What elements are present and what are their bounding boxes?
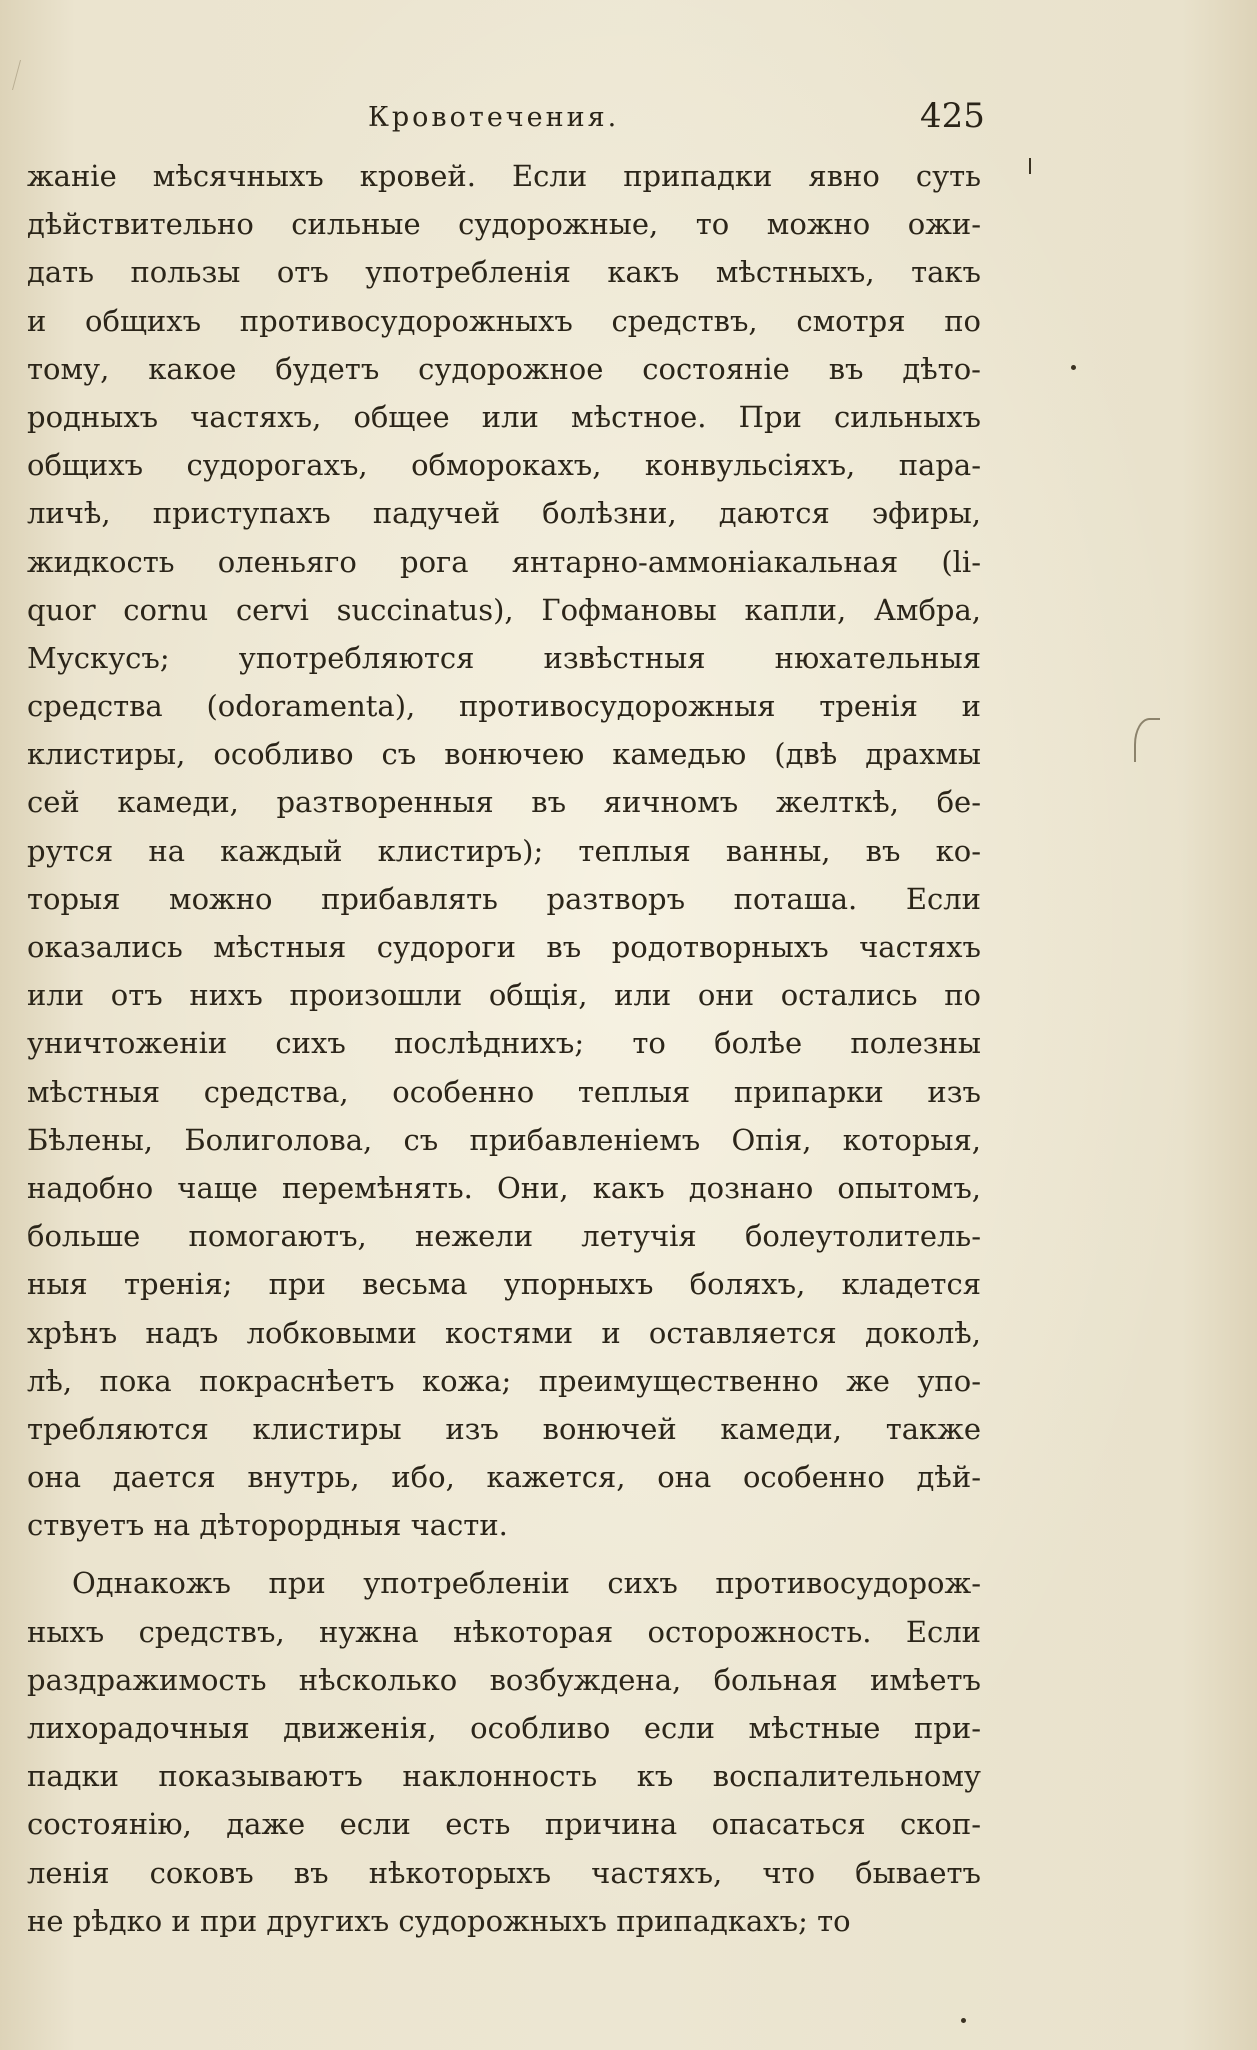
text-line: и общихъ противосудорожныхъ средствъ, смотря по <box>27 303 981 338</box>
margin-curve-mark <box>1134 718 1160 762</box>
text-line: клистиры, особливо съ вонючею камедью (двѣ драхмы <box>27 737 981 772</box>
page-corner-mark <box>12 60 37 90</box>
text-line: Бѣлены, Болиголова, съ прибавленіемъ Опія, которыя, <box>27 1122 981 1157</box>
text-line: тому, какое будетъ судорожное состояніе въ дѣто- <box>27 351 981 386</box>
text-line: оказались мѣстныя судороги въ родотворныхъ частяхъ <box>27 930 981 964</box>
paragraph <box>27 152 981 1549</box>
running-head-title: Кровотечения. <box>368 102 620 133</box>
text-line: ныя тренія; при весьма упорныхъ боляхъ, кладется <box>27 1267 981 1302</box>
text-line: требляются клистиры изъ вонючей камеди, также <box>27 1411 981 1446</box>
text-line: жидкость оленьяго рога янтарно-аммоніакальная (li- <box>27 544 981 579</box>
text-line: торыя можно прибавлять разтворъ поташа. Если <box>27 881 981 916</box>
text-line: уничтоженіи сихъ послѣднихъ; то болѣе полезны <box>27 1026 981 1061</box>
text-line: ствуетъ на дѣторордныя части. <box>27 1508 508 1543</box>
text-line: состоянію, даже если есть причина опасаться скоп- <box>27 1807 981 1842</box>
paragraph <box>27 1559 981 1945</box>
text-line: родныхъ частяхъ, общее или мѣстное. При сильныхъ <box>27 399 981 434</box>
text-line: личѣ, приступахъ падучей болѣзни, даются эфиры, <box>27 496 981 531</box>
page-number: 425 <box>920 96 985 136</box>
body-text <box>27 152 981 1945</box>
text-line: Мускусъ; употребляются извѣстныя нюхательныя <box>27 640 981 675</box>
text-line: ленія соковъ въ нѣкоторыхъ частяхъ, что бываетъ <box>27 1855 981 1890</box>
text-line: или отъ нихъ произошли общія, или они остались по <box>27 978 981 1013</box>
text-line: жаніе мѣсячныхъ кровей. Если припадки явно суть <box>27 159 981 193</box>
text-line: quor cornu cervi succinatus), Гофмановы капли, Амбра, <box>27 592 981 627</box>
text-line: общихъ судорогахъ, обморокахъ, конвульсіяхъ, пара- <box>27 448 981 483</box>
text-line: ныхъ средствъ, нужна нѣкоторая осторожность. Если <box>27 1614 981 1649</box>
text-line: раздражимость нѣсколько возбуждена, больная имѣетъ <box>27 1662 981 1697</box>
text-line: больше помогаютъ, нежели летучія болеутолитель- <box>27 1219 981 1254</box>
margin-dot-mark <box>1071 365 1076 370</box>
text-line: она дается внутрь, ибо, кажется, она особенно дѣй- <box>27 1460 981 1495</box>
margin-tick-mark <box>1029 158 1031 174</box>
text-line: хрѣнъ надъ лобковыми костями и оставляется доколѣ, <box>27 1315 981 1350</box>
text-line: дать пользы отъ употребленія какъ мѣстныхъ, такъ <box>27 255 981 290</box>
text-line: падки показываютъ наклонность къ воспалительному <box>27 1759 981 1794</box>
text-line: дѣйствительно сильные судорожные, то можно ожи- <box>27 207 981 242</box>
running-head <box>0 96 1257 146</box>
text-line: не рѣдко и при другихъ судорожныхъ припадкахъ; то <box>27 1903 851 1938</box>
bottom-dot-mark <box>961 2018 966 2023</box>
text-line: мѣстныя средства, особенно теплыя припарки изъ <box>27 1074 981 1109</box>
text-line: сей камеди, разтворенныя въ яичномъ желткѣ, бе- <box>27 785 981 820</box>
text-line: лѣ, пока покраснѣетъ кожа; преимущественно же упо- <box>27 1363 981 1398</box>
text-line: лихорадочныя движенія, особливо если мѣстные при- <box>27 1711 981 1745</box>
text-line: надобно чаще перемѣнять. Они, какъ дознано опытомъ, <box>27 1170 981 1205</box>
text-line: рутся на каждый клистиръ); теплыя ванны, въ ко- <box>27 833 981 868</box>
text-line: Однакожъ при употребленіи сихъ противосудорож- <box>72 1566 981 1601</box>
text-line: средства (odoramenta), противосудорожныя тренія и <box>27 689 981 724</box>
